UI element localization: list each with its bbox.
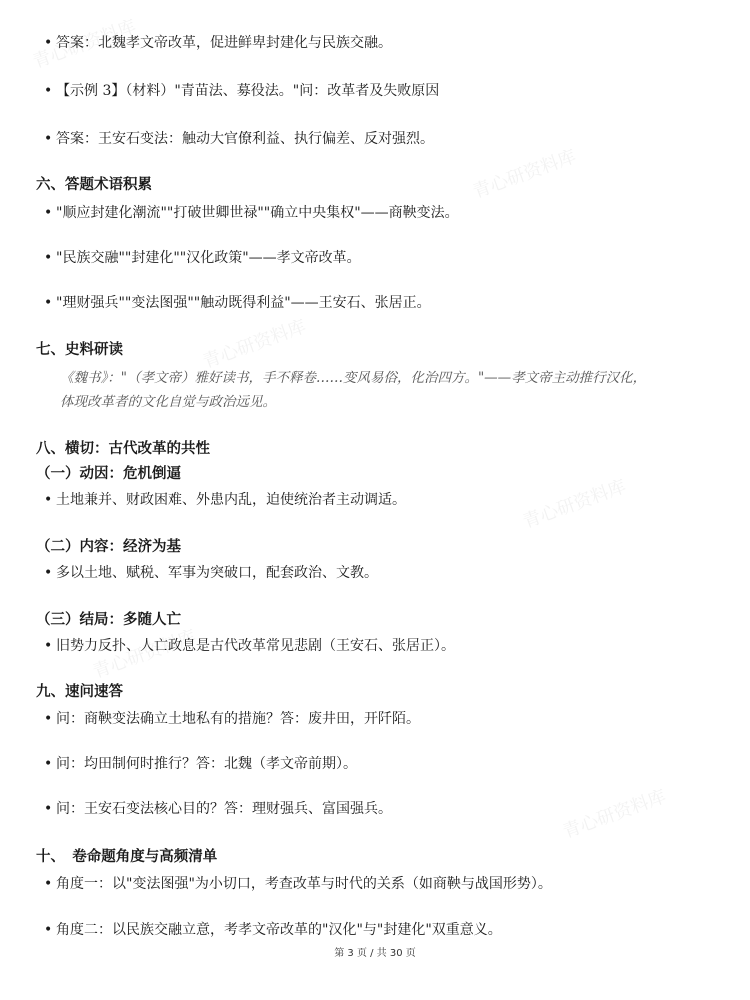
list-item: • 问：商鞅变法确立土地私有的措施？答：废井田，开阡陌。 xyxy=(56,709,420,729)
section-heading: 九、速问速答 xyxy=(36,683,123,700)
watermark: 青心研资料库 xyxy=(90,626,199,683)
watermark: 青心研资料库 xyxy=(470,146,579,203)
list-item: • 土地兼并、财政困难、外患内乱，迫使统治者主动调适。 xyxy=(56,490,406,510)
list-item: • 【示例 3】（材料）"青苗法、募役法。"问：改革者及失败原因 xyxy=(56,81,439,101)
quote-text: 《魏书》："（孝文帝）雅好读书，手不释卷……变风易俗，化治四方。"——孝文帝主动推行汉化， xyxy=(60,370,647,386)
section-heading: 六、答题术语积累 xyxy=(36,176,152,193)
watermark: 青心研资料库 xyxy=(520,476,629,533)
list-item: • 多以土地、赋税、军事为突破口，配套政治、文教。 xyxy=(56,563,378,583)
list-item: • 旧势力反扑、人亡政息是古代改革常见悲剧（王安石、张居正）。 xyxy=(56,636,455,656)
list-item: • 问：均田制何时推行？答：北魏（孝文帝前期）。 xyxy=(56,754,357,774)
watermark: 青心研资料库 xyxy=(30,16,139,73)
section-heading: 八、横切：古代改革的共性 xyxy=(36,440,210,457)
subsection-heading: （二）内容：经济为基 xyxy=(36,538,181,555)
section-heading: 七、史料研读 xyxy=(36,341,123,358)
subsection-heading: （三）结局：多随人亡 xyxy=(36,611,181,628)
list-item: • "理财强兵""变法图强""触动既得利益"——王安石、张居正。 xyxy=(56,293,431,313)
list-item: • 角度一：以"变法图强"为小切口，考查改革与时代的关系（如商鞅与战国形势）。 xyxy=(56,874,552,894)
list-item: • 答案：北魏孝文帝改革，促进鲜卑封建化与民族交融。 xyxy=(56,33,392,53)
list-item: • "民族交融""封建化""汉化政策"——孝文帝改革。 xyxy=(56,248,361,268)
section-heading: 十、 卷命题角度与高频清单 xyxy=(36,848,218,865)
watermark: 青心研资料库 xyxy=(560,786,669,843)
subsection-heading: （一）动因：危机倒逼 xyxy=(36,465,181,482)
watermark: 青心研资料库 xyxy=(200,316,309,373)
list-item: • 角度二：以民族交融立意，考孝文帝改革的"汉化"与"封建化"双重意义。 xyxy=(56,920,502,940)
page-number: 第 3 页 / 共 30 页 xyxy=(334,948,416,959)
list-item: • "顺应封建化潮流""打破世卿世禄""确立中央集权"——商鞅变法。 xyxy=(56,203,459,223)
list-item: • 答案：王安石变法：触动大官僚利益、执行偏差、反对强烈。 xyxy=(56,129,434,149)
list-item: • 问：王安石变法核心目的？答：理财强兵、富国强兵。 xyxy=(56,799,392,819)
quote-text: 体现改革者的文化自觉与政治远见。 xyxy=(60,394,276,410)
